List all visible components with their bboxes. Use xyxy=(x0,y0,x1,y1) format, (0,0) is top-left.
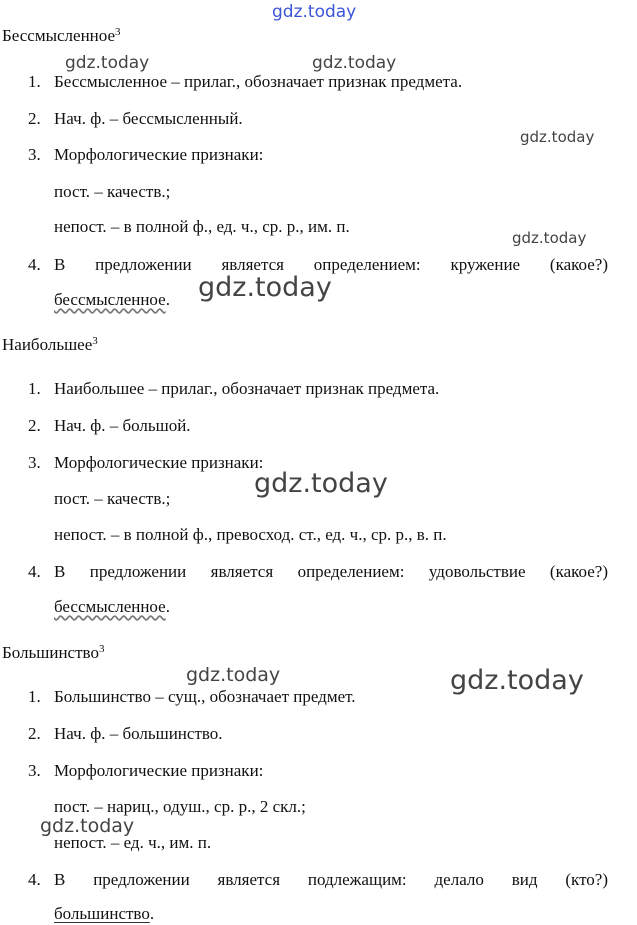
watermark: gdz.today xyxy=(450,665,584,696)
subline-text: пост. – нариц., одуш., ср. р., 2 скл.; xyxy=(54,797,306,816)
item-number: 3. xyxy=(28,453,41,472)
item-number: 2. xyxy=(28,724,41,743)
item-number: 4. xyxy=(28,562,41,581)
watermark: gdz.today xyxy=(186,664,281,686)
item-text: Нач. ф. – большинство. xyxy=(54,724,223,743)
underlined-word: бессмысленное xyxy=(54,290,166,309)
heading-text: Бессмысленное xyxy=(2,26,116,45)
item-number: 4. xyxy=(28,870,41,889)
item-number: 2. xyxy=(28,109,41,128)
subline-text: непост. – в полной ф., ед. ч., ср. р., им. п. xyxy=(54,217,350,236)
section-heading xyxy=(2,643,104,663)
heading-sup: 3 xyxy=(98,643,105,655)
subline-text: непост. – ед. ч., им. п. xyxy=(54,833,212,852)
item-text: Большинство – сущ., обозначает предмет. xyxy=(54,687,356,706)
item-text: Наибольшее – прилаг., обозначает признак предмета. xyxy=(54,379,440,398)
watermark: gdz.today xyxy=(198,272,332,303)
item-number: 1. xyxy=(28,72,41,91)
item-number: 3. xyxy=(28,145,41,164)
item-number: 1. xyxy=(28,379,41,398)
item-number: 2. xyxy=(28,416,41,435)
item-text: В предложении является определением: кружение (какое?) xyxy=(54,255,608,274)
watermark-top: gdz.today xyxy=(272,2,357,22)
item-text: В предложении является подлежащим: делало вид (кто?) xyxy=(54,870,608,889)
section-heading xyxy=(2,26,121,46)
heading-text: Большинство xyxy=(2,643,99,662)
item-number: 3. xyxy=(28,761,41,780)
item-text: Морфологические признаки: xyxy=(54,761,264,780)
heading-sup: 3 xyxy=(115,26,121,38)
heading-sup: 3 xyxy=(92,335,98,347)
watermark: gdz.today xyxy=(254,468,388,499)
item-text: Морфологические признаки: xyxy=(54,145,264,164)
period: . xyxy=(165,290,170,309)
section-heading xyxy=(2,335,98,355)
subline-text: пост. – качеств.; xyxy=(54,489,171,508)
watermark: gdz.today xyxy=(312,53,397,73)
watermark: gdz.today xyxy=(40,815,135,837)
item-number: 1. xyxy=(28,687,41,706)
watermark: gdz.today xyxy=(520,128,595,146)
watermark: gdz.today xyxy=(512,229,587,247)
underlined-word: бессмысленное xyxy=(54,597,166,616)
item-text: Нач. ф. – большой. xyxy=(54,416,191,435)
heading-text: Наибольшее xyxy=(2,335,93,354)
item-text: Морфологические признаки: xyxy=(54,453,264,472)
watermark: gdz.today xyxy=(65,53,150,73)
item-text: Бессмысленное – прилаг., обозначает признак предмета. xyxy=(54,72,463,91)
underlined-word: большинство xyxy=(54,904,150,923)
subline-text: пост. – качеств.; xyxy=(54,182,171,201)
item-text: В предложении является определением: удовольствие (какое?) xyxy=(54,562,608,581)
subline-text: непост. – в полной ф., превосход. ст., ед. ч., ср. р., в. п. xyxy=(54,525,447,544)
item-number: 4. xyxy=(28,255,41,274)
period: . xyxy=(149,904,155,923)
item-text: Нач. ф. – бессмысленный. xyxy=(54,109,243,128)
period: . xyxy=(165,597,170,616)
